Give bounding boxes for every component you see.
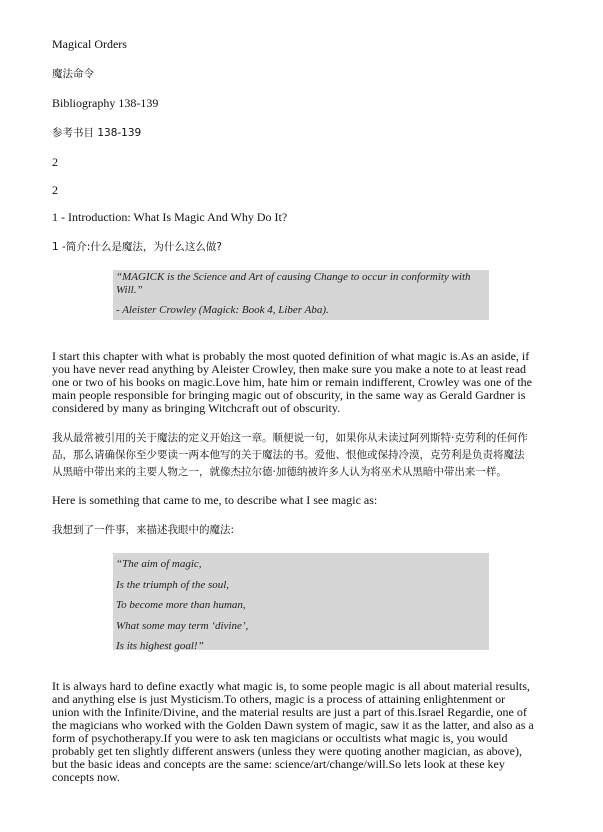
paragraph-line: one or two of his books on magic.Love him, hate him or remain indifferent, Crowley was one of the xyxy=(52,375,532,389)
poem-line: Is the triumph of the soul, xyxy=(116,578,230,591)
paragraph-line: concepts now. xyxy=(52,770,120,784)
poem-line: What some may term ‘divine’, xyxy=(116,619,249,632)
quote-line-1: “MAGICK is the Science and Art of causing Change to occur in conformity with xyxy=(116,271,471,283)
paragraph-2-cn: 我想到了一件事，来描述我眼中的魔法: xyxy=(52,524,235,536)
page-number-b: 2 xyxy=(52,183,58,197)
paragraph-line: I start this chapter with what is probably the most quoted definition of what magic is.As an aside, if xyxy=(52,349,530,363)
paragraph-line: but the basic ideas and concepts are the same: science/art/change/will.So lets look at these key xyxy=(52,757,505,771)
paragraph-1-cn xyxy=(52,430,552,481)
paragraph-line: 从黑暗中带出来的主要人物之一，就像杰拉尔德·加德纳被许多人认为将巫术从黑暗中带出来一样。 xyxy=(52,466,507,478)
poem-line: To become more than human, xyxy=(116,599,246,611)
paragraph-line: It is always hard to define exactly what magic is, to some people magic is all about material results, xyxy=(52,679,530,693)
quote-attribution: - Aleister Crowley (Magick: Book 4, Liber Aba). xyxy=(116,304,329,316)
paragraph-line: union with the Infinite/Divine, and the material results are just a part of this.Israel Regardie, one of xyxy=(52,705,527,719)
paragraph-line: and anything else is just Mysticism.To others, magic is a process of attaining enlightenment or xyxy=(52,692,506,706)
bibliography-en: Bibliography 138-139 xyxy=(52,96,159,110)
paragraph-line: you have never read anything by Aleister Crowley, then make sure you make a note to at least read xyxy=(52,362,527,376)
paragraph-line: considered by many as bringing Witchcraft out of obscurity. xyxy=(52,401,341,415)
quote-line-2: Will.” xyxy=(116,284,143,296)
crowley-quote-box xyxy=(113,270,489,320)
poem-line: Is its highest goal!” xyxy=(116,640,204,652)
paragraph-line: probably get ten slightly different answers (unless they were quoting another magician, as above), xyxy=(52,744,522,758)
title-cn: 魔法命令 xyxy=(52,68,94,80)
paragraph-line: 品，那么请确保你至少要读一两本他写的关于魔法的书。爱他、恨他或保持冷漠，克劳利是负责将魔法 xyxy=(52,449,525,461)
paragraph-2-en: Here is something that came to me, to describe what I see magic as: xyxy=(52,493,378,507)
paragraph-line: main people responsible for bringing magic out of obscurity, in the same way as Gerald Gardner is xyxy=(52,388,526,402)
chapter-heading-cn: 1 -简介:什么是魔法，为什么这么做? xyxy=(52,241,222,253)
page-number-a: 2 xyxy=(52,155,58,169)
poem-line: “The aim of magic, xyxy=(116,558,202,570)
paragraph-3-en xyxy=(52,680,552,784)
bibliography-cn: 参考书目 138-139 xyxy=(52,127,142,139)
chapter-heading-en: 1 - Introduction: What Is Magic And Why Do It? xyxy=(52,210,288,224)
paragraph-line: 我从最常被引用的关于魔法的定义开始这一章。顺便说一句，如果你从未读过阿列斯特·克劳利的任何作 xyxy=(52,432,528,444)
paragraph-1-en xyxy=(52,350,552,415)
title-en: Magical Orders xyxy=(52,37,127,51)
poem-box xyxy=(113,553,489,650)
paragraph-line: form of psychotherapy.If you were to ask ten magicians or occultists what magic is, you would xyxy=(52,731,508,745)
paragraph-line: the magicians who worked with the Golden Dawn system of magic, saw it as the latter, and also as a xyxy=(52,718,534,732)
